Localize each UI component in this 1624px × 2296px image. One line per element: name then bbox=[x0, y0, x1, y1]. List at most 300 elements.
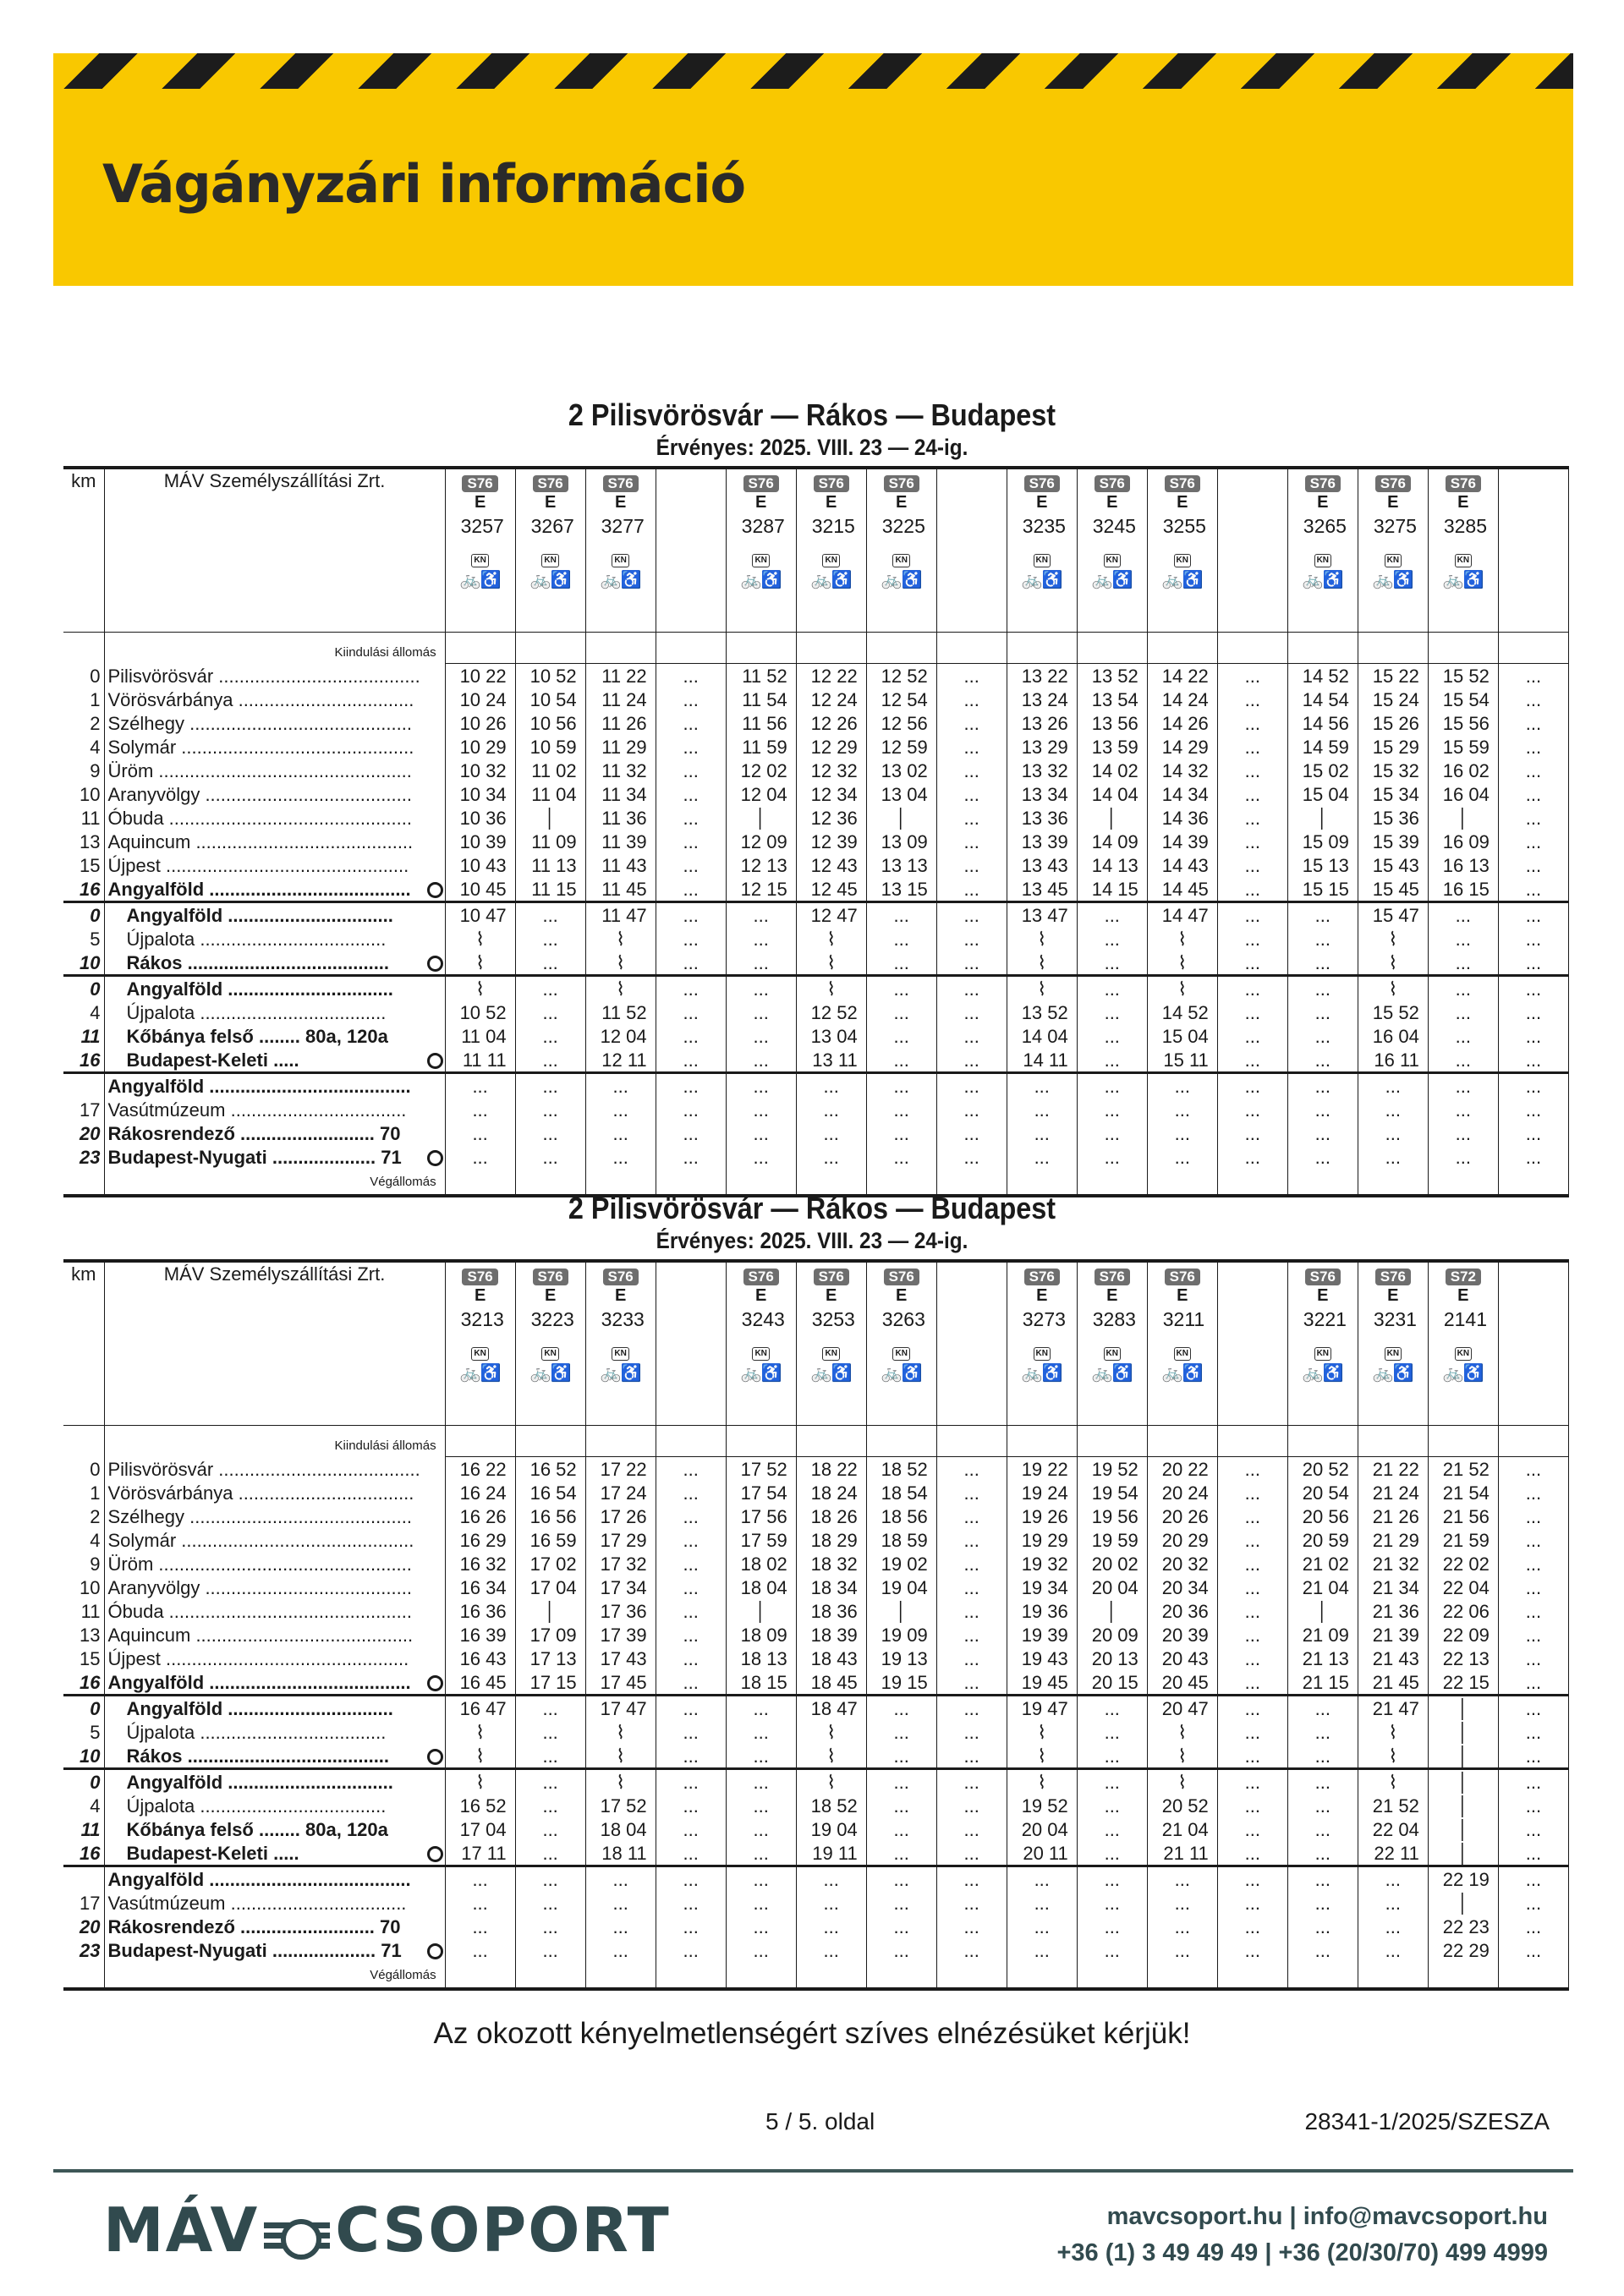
time-cell: 14 09 bbox=[1077, 830, 1147, 853]
time-cell: 15 36 bbox=[1358, 806, 1428, 830]
time-cell: ... bbox=[656, 1915, 726, 1938]
time-cell: ... bbox=[1287, 1098, 1358, 1121]
time-cell: 18 32 bbox=[796, 1552, 866, 1575]
station-cell bbox=[104, 1623, 445, 1647]
time-cell: ... bbox=[1287, 1696, 1358, 1721]
line-badge: S76 bbox=[533, 1269, 568, 1285]
time-cell: 19 54 bbox=[1077, 1481, 1147, 1504]
line-badge: S76 bbox=[1095, 1269, 1130, 1285]
kn-icon: KN bbox=[612, 1347, 628, 1361]
time-cell: 11 15 bbox=[515, 877, 585, 902]
time-cell: ⌇ bbox=[796, 1769, 866, 1795]
time-cell: 10 56 bbox=[515, 711, 585, 735]
time-cell: 11 11 bbox=[445, 1048, 515, 1073]
time-cell: ... bbox=[515, 1794, 585, 1817]
time-cell: 12 39 bbox=[796, 830, 866, 853]
time-cell: 18 45 bbox=[796, 1670, 866, 1696]
time-cell: ... bbox=[656, 759, 726, 782]
time-cell: ... bbox=[1077, 1841, 1147, 1866]
time-cell: ... bbox=[1428, 927, 1498, 951]
km-cell bbox=[63, 1866, 104, 1892]
km-cell: 0 bbox=[63, 902, 104, 928]
station-name: Pilisvörösvár ....................................... bbox=[107, 1459, 420, 1480]
train-class: E bbox=[896, 493, 908, 512]
table-row bbox=[63, 1866, 1569, 1892]
train-class: E bbox=[755, 493, 767, 512]
time-cell: ... bbox=[936, 1866, 1007, 1892]
time-cell: ... bbox=[1498, 711, 1568, 735]
time-cell: ... bbox=[1217, 1121, 1287, 1145]
time-cell: 11 54 bbox=[726, 688, 796, 711]
table-row bbox=[63, 1024, 1569, 1048]
time-cell: │ bbox=[1287, 1599, 1358, 1623]
time-cell: ... bbox=[1217, 1504, 1287, 1528]
connection-ref: 80a, 120a bbox=[305, 1819, 388, 1840]
kn-icon: KN bbox=[1314, 554, 1331, 567]
time-cell: 10 29 bbox=[445, 735, 515, 759]
time-cell: ... bbox=[1498, 1744, 1568, 1769]
time-cell: ... bbox=[1428, 1145, 1498, 1169]
time-cell: ... bbox=[656, 1720, 726, 1744]
time-cell: ... bbox=[1217, 1866, 1287, 1892]
table-row bbox=[63, 1623, 1569, 1647]
time-cell: 13 52 bbox=[1007, 1000, 1077, 1024]
time-cell: 16 22 bbox=[445, 1457, 515, 1482]
time-cell: ... bbox=[1498, 1575, 1568, 1599]
train-header bbox=[726, 1261, 796, 1426]
table-row bbox=[63, 1915, 1569, 1938]
table-row bbox=[63, 1481, 1569, 1504]
bike-wheelchair-icon: 🚲♿ bbox=[1442, 571, 1484, 589]
train-header bbox=[1358, 1261, 1428, 1426]
time-cell: ... bbox=[796, 1098, 866, 1121]
time-cell: ... bbox=[936, 1481, 1007, 1504]
time-cell: 19 43 bbox=[1007, 1647, 1077, 1670]
time-cell: ... bbox=[1287, 1720, 1358, 1744]
train-number: 3255 bbox=[1162, 515, 1206, 537]
time-cell: ... bbox=[656, 976, 726, 1001]
time-cell: ... bbox=[936, 976, 1007, 1001]
time-cell: ... bbox=[1007, 1073, 1077, 1099]
km-cell: 9 bbox=[63, 759, 104, 782]
station-cell bbox=[104, 1720, 445, 1744]
time-cell: ... bbox=[1498, 735, 1568, 759]
empty-column bbox=[1498, 468, 1568, 633]
time-cell: ... bbox=[1077, 1794, 1147, 1817]
time-cell: ... bbox=[515, 1817, 585, 1841]
km-cell: 10 bbox=[63, 782, 104, 806]
time-cell: 19 36 bbox=[1007, 1599, 1077, 1623]
time-cell: ... bbox=[656, 1841, 726, 1866]
time-cell: 13 34 bbox=[1007, 782, 1077, 806]
table-row bbox=[63, 830, 1569, 853]
kn-icon: KN bbox=[541, 1347, 558, 1361]
time-cell: 11 56 bbox=[726, 711, 796, 735]
timetable-2-title: 2 Pilisvörösvár — Rákos — Budapest bbox=[568, 1191, 1056, 1225]
time-cell: ... bbox=[1077, 1769, 1147, 1795]
time-cell: ... bbox=[1358, 1098, 1428, 1121]
time-cell: ... bbox=[1498, 1073, 1568, 1099]
time-cell: ... bbox=[515, 902, 585, 928]
table-row bbox=[63, 1575, 1569, 1599]
timetable-2 bbox=[63, 1259, 1569, 1991]
time-cell: ⌇ bbox=[1147, 1720, 1217, 1744]
time-cell: ... bbox=[1077, 976, 1147, 1001]
line-badge: S76 bbox=[603, 1269, 639, 1285]
time-cell: ... bbox=[1147, 1121, 1217, 1145]
train-number: 3273 bbox=[1022, 1308, 1066, 1330]
bike-wheelchair-icon: 🚲♿ bbox=[1372, 1364, 1413, 1383]
train-header bbox=[445, 468, 515, 633]
time-cell: ⌇ bbox=[585, 951, 656, 976]
time-cell: ⌇ bbox=[445, 1744, 515, 1769]
table-row bbox=[63, 1769, 1569, 1795]
station-name: Solymár ............................................. bbox=[107, 737, 414, 758]
time-cell: ... bbox=[445, 1866, 515, 1892]
time-cell: ... bbox=[726, 1794, 796, 1817]
time-cell: 22 06 bbox=[1428, 1599, 1498, 1623]
time-cell: ... bbox=[1498, 759, 1568, 782]
terminus-ring-icon bbox=[427, 1943, 443, 1959]
time-cell: ⌇ bbox=[585, 976, 656, 1001]
time-cell: ... bbox=[585, 1891, 656, 1915]
time-cell: ... bbox=[726, 927, 796, 951]
time-cell: ... bbox=[866, 1145, 936, 1169]
time-cell: ⌇ bbox=[445, 1720, 515, 1744]
time-cell: ... bbox=[1287, 1769, 1358, 1795]
time-cell: 17 39 bbox=[585, 1623, 656, 1647]
train-number: 3215 bbox=[811, 515, 855, 537]
train-header bbox=[1007, 468, 1077, 633]
station-name: Újpalota .................................... bbox=[126, 929, 387, 950]
time-cell: 16 36 bbox=[445, 1599, 515, 1623]
time-cell: ... bbox=[936, 1647, 1007, 1670]
train-header bbox=[585, 468, 656, 633]
time-cell: ... bbox=[1217, 1817, 1287, 1841]
time-cell: 18 09 bbox=[726, 1623, 796, 1647]
table-row bbox=[63, 759, 1569, 782]
train-header bbox=[1147, 468, 1217, 633]
train-header bbox=[1077, 468, 1147, 633]
time-cell: ... bbox=[1077, 902, 1147, 928]
bike-wheelchair-icon: 🚲♿ bbox=[1302, 1364, 1343, 1383]
bike-wheelchair-icon: 🚲♿ bbox=[881, 1364, 922, 1383]
train-number: 3221 bbox=[1303, 1308, 1347, 1330]
time-cell: ... bbox=[1217, 1794, 1287, 1817]
time-cell: 14 04 bbox=[1007, 1024, 1077, 1048]
time-cell: ... bbox=[936, 1457, 1007, 1482]
hazard-stripes bbox=[53, 53, 1573, 89]
time-cell: 12 32 bbox=[796, 759, 866, 782]
time-cell: 13 26 bbox=[1007, 711, 1077, 735]
time-cell: ... bbox=[726, 1098, 796, 1121]
time-cell: 10 59 bbox=[515, 735, 585, 759]
time-cell: ... bbox=[1358, 1866, 1428, 1892]
time-cell: ... bbox=[1498, 1599, 1568, 1623]
time-cell: 22 04 bbox=[1428, 1575, 1498, 1599]
time-cell: ... bbox=[1217, 688, 1287, 711]
train-header bbox=[866, 1261, 936, 1426]
train-class: E bbox=[1177, 1286, 1188, 1305]
time-cell: ... bbox=[936, 1891, 1007, 1915]
time-cell: 18 04 bbox=[585, 1817, 656, 1841]
time-cell: 10 36 bbox=[445, 806, 515, 830]
station-name: Rákosrendező .......................... bbox=[107, 1916, 375, 1937]
time-cell: 20 13 bbox=[1077, 1647, 1147, 1670]
time-cell: 15 04 bbox=[1287, 782, 1358, 806]
train-header bbox=[515, 1261, 585, 1426]
time-cell: ... bbox=[656, 1098, 726, 1121]
time-cell: ... bbox=[936, 1720, 1007, 1744]
time-cell: 22 04 bbox=[1358, 1817, 1428, 1841]
station-name: Szélhegy ........................................... bbox=[107, 713, 412, 734]
time-cell: 14 32 bbox=[1147, 759, 1217, 782]
time-cell: 21 34 bbox=[1358, 1575, 1428, 1599]
time-cell: ... bbox=[936, 1769, 1007, 1795]
time-cell: 20 39 bbox=[1147, 1623, 1217, 1647]
time-cell: 20 56 bbox=[1287, 1504, 1358, 1528]
station-cell bbox=[104, 902, 445, 928]
time-cell: 17 43 bbox=[585, 1647, 656, 1670]
time-cell: ... bbox=[1007, 1145, 1077, 1169]
time-cell: ⌇ bbox=[1358, 1744, 1428, 1769]
time-cell: ... bbox=[1498, 1048, 1568, 1073]
time-cell: ... bbox=[1217, 877, 1287, 902]
station-name: Óbuda ............................................... bbox=[107, 1601, 412, 1622]
time-cell: ... bbox=[1498, 1024, 1568, 1048]
time-cell: 11 24 bbox=[585, 688, 656, 711]
time-cell: ... bbox=[445, 1098, 515, 1121]
time-cell: 20 43 bbox=[1147, 1647, 1217, 1670]
time-cell: ... bbox=[515, 1769, 585, 1795]
station-cell bbox=[104, 688, 445, 711]
time-cell: 18 34 bbox=[796, 1575, 866, 1599]
time-cell: ... bbox=[866, 927, 936, 951]
time-cell: 20 04 bbox=[1007, 1817, 1077, 1841]
time-cell: 15 04 bbox=[1147, 1024, 1217, 1048]
time-cell: ... bbox=[1217, 1024, 1287, 1048]
time-cell: 17 45 bbox=[585, 1670, 656, 1696]
kn-icon: KN bbox=[1034, 1347, 1051, 1361]
train-class: E bbox=[614, 1286, 627, 1305]
time-cell: 18 13 bbox=[726, 1647, 796, 1670]
time-cell: ... bbox=[936, 853, 1007, 877]
time-cell: 22 02 bbox=[1428, 1552, 1498, 1575]
time-cell: 14 56 bbox=[1287, 711, 1358, 735]
time-cell: ... bbox=[656, 1145, 726, 1169]
time-cell: ... bbox=[726, 1696, 796, 1721]
bike-wheelchair-icon: 🚲♿ bbox=[459, 1364, 501, 1383]
time-cell: ... bbox=[1217, 711, 1287, 735]
time-cell: 14 02 bbox=[1077, 759, 1147, 782]
time-cell: ... bbox=[1217, 1720, 1287, 1744]
timetable-1-validity: Érvényes: 2025. VIII. 23 — 24-ig. bbox=[656, 435, 968, 460]
station-cell bbox=[104, 1841, 445, 1866]
station-cell bbox=[104, 976, 445, 1001]
time-cell: 19 04 bbox=[866, 1575, 936, 1599]
time-cell: 20 24 bbox=[1147, 1481, 1217, 1504]
time-cell: ... bbox=[866, 1794, 936, 1817]
time-cell: 20 47 bbox=[1147, 1696, 1217, 1721]
time-cell: ... bbox=[1428, 1073, 1498, 1099]
time-cell: ... bbox=[1287, 951, 1358, 976]
bike-wheelchair-icon: 🚲♿ bbox=[740, 571, 782, 589]
connection-ref: 71 bbox=[381, 1940, 402, 1961]
time-cell: ... bbox=[1498, 1145, 1568, 1169]
time-cell: ... bbox=[1217, 853, 1287, 877]
time-cell: │ bbox=[1428, 1696, 1498, 1721]
train-number: 3277 bbox=[601, 515, 645, 537]
time-cell: ... bbox=[936, 1915, 1007, 1938]
station-name: Óbuda ............................................... bbox=[107, 808, 412, 829]
table-row bbox=[63, 782, 1569, 806]
time-cell: ... bbox=[1217, 976, 1287, 1001]
time-cell: ... bbox=[726, 1048, 796, 1073]
time-cell: ... bbox=[1287, 1024, 1358, 1048]
train-number: 3211 bbox=[1162, 1308, 1205, 1330]
time-cell: 16 56 bbox=[515, 1504, 585, 1528]
station-cell bbox=[104, 1528, 445, 1552]
time-cell: ... bbox=[656, 1744, 726, 1769]
time-cell: ... bbox=[1077, 1145, 1147, 1169]
time-cell: 17 52 bbox=[585, 1794, 656, 1817]
kn-icon: KN bbox=[892, 1347, 909, 1361]
km-cell: 0 bbox=[63, 1457, 104, 1482]
station-name: Újpalota .................................... bbox=[126, 1002, 387, 1023]
train-number: 3285 bbox=[1443, 515, 1487, 537]
time-cell: 18 43 bbox=[796, 1647, 866, 1670]
time-cell: ⌇ bbox=[1358, 1720, 1428, 1744]
table-row bbox=[63, 1696, 1569, 1721]
train-class: E bbox=[826, 493, 837, 512]
km-cell: 20 bbox=[63, 1915, 104, 1938]
time-cell: ... bbox=[656, 853, 726, 877]
time-cell: ⌇ bbox=[445, 976, 515, 1001]
contact-web-email[interactable]: mavcsoport.hu | info@mavcsoport.hu bbox=[1106, 2203, 1548, 2230]
time-cell: ... bbox=[1077, 1744, 1147, 1769]
time-cell: 20 29 bbox=[1147, 1528, 1217, 1552]
time-cell: ⌇ bbox=[796, 1720, 866, 1744]
time-cell: ... bbox=[936, 1528, 1007, 1552]
train-class: E bbox=[1106, 1286, 1118, 1305]
time-cell: ⌇ bbox=[445, 927, 515, 951]
time-cell: 11 52 bbox=[726, 664, 796, 688]
time-cell: ... bbox=[1077, 1696, 1147, 1721]
station-cell bbox=[104, 1769, 445, 1795]
empty-column bbox=[936, 468, 1007, 633]
time-cell: 10 52 bbox=[515, 664, 585, 688]
time-cell: ... bbox=[726, 1915, 796, 1938]
time-cell: 21 47 bbox=[1358, 1696, 1428, 1721]
line-badge: S76 bbox=[884, 1269, 919, 1285]
station-name: Újpalota .................................... bbox=[126, 1795, 387, 1817]
time-cell: ... bbox=[585, 1121, 656, 1145]
km-cell: 17 bbox=[63, 1891, 104, 1915]
train-class: E bbox=[826, 1286, 837, 1305]
time-cell: ... bbox=[1217, 927, 1287, 951]
train-class: E bbox=[1317, 1286, 1329, 1305]
time-cell: 16 34 bbox=[445, 1575, 515, 1599]
time-cell: ... bbox=[1077, 1098, 1147, 1121]
kn-icon: KN bbox=[752, 554, 769, 567]
time-cell: 11 47 bbox=[585, 902, 656, 928]
time-cell: ... bbox=[1287, 1073, 1358, 1099]
time-cell: 13 11 bbox=[796, 1048, 866, 1073]
terminus-ring-icon bbox=[427, 1749, 443, 1765]
kn-icon: KN bbox=[1385, 554, 1402, 567]
time-cell: 12 26 bbox=[796, 711, 866, 735]
time-cell: ... bbox=[1498, 1623, 1568, 1647]
time-cell: 21 04 bbox=[1287, 1575, 1358, 1599]
train-class: E bbox=[1177, 493, 1188, 512]
time-cell: 15 45 bbox=[1358, 877, 1428, 902]
time-cell: ... bbox=[726, 1841, 796, 1866]
train-header bbox=[445, 1261, 515, 1426]
time-cell: 15 56 bbox=[1428, 711, 1498, 735]
train-number: 3265 bbox=[1303, 515, 1347, 537]
time-cell: 14 36 bbox=[1147, 806, 1217, 830]
time-cell: 11 59 bbox=[726, 735, 796, 759]
connection-ref: 70 bbox=[380, 1123, 401, 1144]
terminus-ring-icon bbox=[427, 1846, 443, 1862]
time-cell: 17 09 bbox=[515, 1623, 585, 1647]
time-cell: ... bbox=[656, 1696, 726, 1721]
time-cell: ... bbox=[936, 1098, 1007, 1121]
train-number: 3243 bbox=[741, 1308, 785, 1330]
station-name: Vörösvárbánya .................................. bbox=[107, 689, 414, 710]
time-cell: 17 54 bbox=[726, 1481, 796, 1504]
time-cell: ... bbox=[726, 1769, 796, 1795]
time-cell: ... bbox=[1217, 1647, 1287, 1670]
kn-icon: KN bbox=[1314, 1347, 1331, 1361]
time-cell: ... bbox=[1077, 1720, 1147, 1744]
table-row bbox=[63, 1744, 1569, 1769]
line-badge: S76 bbox=[743, 475, 779, 492]
line-badge: S76 bbox=[1024, 1269, 1060, 1285]
apology-text: Az okozott kényelmetlenségért szíves elnézésüket kérjük! bbox=[433, 2017, 1191, 2050]
time-cell: ... bbox=[515, 1720, 585, 1744]
time-cell: ... bbox=[726, 902, 796, 928]
time-cell: ... bbox=[1287, 976, 1358, 1001]
km-cell: 23 bbox=[63, 1938, 104, 1962]
train-header bbox=[726, 468, 796, 633]
train-number: 3257 bbox=[460, 515, 504, 537]
contact-phones[interactable]: +36 (1) 3 49 49 49 | +36 (20/30/70) 499 4999 bbox=[1056, 2239, 1548, 2266]
time-cell: 17 26 bbox=[585, 1504, 656, 1528]
km-cell: 4 bbox=[63, 1528, 104, 1552]
bike-wheelchair-icon: 🚲♿ bbox=[459, 571, 501, 589]
time-cell: ⌇ bbox=[585, 1769, 656, 1795]
time-cell: 20 34 bbox=[1147, 1575, 1217, 1599]
station-name: Újpest ............................................... bbox=[107, 1648, 409, 1669]
time-cell: ... bbox=[1498, 1504, 1568, 1528]
station-name: Aquincum .......................................... bbox=[107, 831, 414, 852]
connection-ref: 80a, 120a bbox=[305, 1026, 388, 1047]
time-cell: ... bbox=[1498, 1552, 1568, 1575]
time-cell: ... bbox=[1498, 1000, 1568, 1024]
station-name: Aquincum .......................................... bbox=[107, 1625, 414, 1646]
time-cell: 21 04 bbox=[1147, 1817, 1217, 1841]
train-number: 3283 bbox=[1092, 1308, 1136, 1330]
time-cell: 22 23 bbox=[1428, 1915, 1498, 1938]
time-cell: ... bbox=[1217, 1552, 1287, 1575]
station-name: Pilisvörösvár ....................................... bbox=[107, 666, 420, 687]
time-cell: ... bbox=[656, 902, 726, 928]
kn-icon: KN bbox=[822, 1347, 839, 1361]
time-cell: 19 39 bbox=[1007, 1623, 1077, 1647]
time-cell: 13 52 bbox=[1077, 664, 1147, 688]
time-cell: ⌇ bbox=[585, 1744, 656, 1769]
